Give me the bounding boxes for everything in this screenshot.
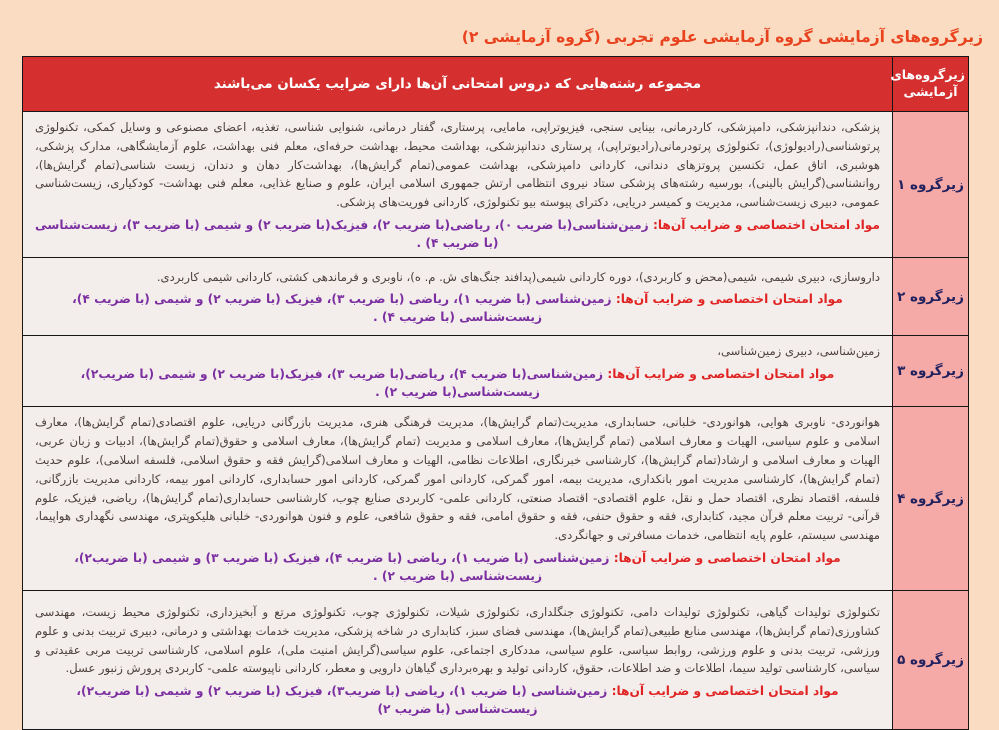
exam-label: مواد امتحان اختصاصی و ضرایب آن‌ها: [607, 367, 835, 382]
majors-column-header: مجموعه رشته‌هایی که دروس امتحانی آن‌ها دارای ضرایب یکسان می‌باشند [23, 57, 893, 112]
exam-label: مواد امتحان اختصاصی و ضرایب آن‌ها: [652, 217, 880, 232]
exam-coefficients-line [35, 366, 880, 401]
subgroup-5-label: زیرگروه ۵ [893, 591, 969, 730]
header-row [23, 57, 969, 112]
majors-list: داروسازی، دبیری شیمی، شیمی(محض و کاربردی)، دوره کاردانی شیمی(پدافند جنگ‌های ش. م. ه)، ناوبری و فرماندهی کشتی، کاردانی شیمی کاربردی. [156, 269, 880, 284]
row-subgroup-4 [23, 407, 969, 591]
subgroup-4-label: زیرگروه ۴ [893, 407, 969, 591]
subgroup-3-majors-cell [23, 336, 893, 407]
exam-subgroups-table [22, 56, 969, 730]
majors-list: پزشکی، دندانپزشکی، دامپزشکی، کاردرمانی، بینایی سنجی، فیزیوتراپی، مامایی، پرستاری، گفتار درمانی، شنوایی شناسی، تغذیه، اعضای مصنوعی و وسایل کمکی، تکنولوژی پرتوشناسی(رادیولوژی)، تکنولوژی پرتودرمانی(رادیوتراپی)، پرستاری دندانپزشکی، بهداشت محیط، بهداشت حرفه‌ای، معلم فنی بهداشت، علوم آزمایشگاهی، مدارک پزشکی، هوشبری، اتاق عمل، تکنسین پروتزهای دندانی، کاردانی دامپزشکی، بهداشت عمومی(تمام گرایش‌ها)، بهداشت‌کار دهان و دندان، زیست شناسی(تمام گرایش‌ها)، روانشناسی(گرایش بالینی)، بورسیه رشته‌های پزشکی ستاد نیروی انتظامی ارتش جمهوری اسلامی ایران، علوم و صنایع غذایی، معلم فنی بهداشت- کودکیاری، زیست‌شناسی عمومی، دبیری زیست‌شناسی، مدیریت و کمیسر دریایی، دکترای پیوسته بیو تکنولوژی، کاردانی فوریت‌های پزشکی. [35, 120, 880, 210]
exam-coefficients-line [35, 683, 880, 718]
exam-values: زمین‌شناسی (با ضریب ۱)، ریاضی (با ضریب۳)، فیزیک (با ضریب ۲) و شیمی (با ضریب۲)، زیست‌شناسی (با ضریب ۲) [76, 684, 608, 716]
subgroup-2-majors-cell [23, 258, 893, 336]
exam-label: مواد امتحان اختصاصی و ضرایب آن‌ها: [613, 550, 841, 565]
row-subgroup-2 [23, 258, 969, 336]
subgroup-5-majors-cell [23, 591, 893, 730]
subgroup-2-label: زیرگروه ۲ [893, 258, 969, 336]
row-subgroup-1 [23, 112, 969, 258]
subgroup-1-majors-cell [23, 112, 893, 258]
exam-coefficients-line [35, 550, 880, 585]
majors-list: تکنولوژی تولیدات گیاهی، تکنولوژی تولیدات دامی، تکنولوژی جنگلداری، تکنولوژی شیلات، تکنولوژی چوب، تکنولوژی مرتع و آبخیزداری، تکنولوژی محیط زیست، مهندسی کشاورزی(تمام گرایش‌ها)، مهندسی منابع طبیعی(تمام گرایش‌ها)، مهندسی فضای سبز، کتابداری در شاخه پزشکی، مدیریت خدمات بهداشتی و درمانی، دبیری تربیت بدنی و علوم ورزشی، تربیت بدنی و علوم ورزشی، روابط سیاسی، علوم سیاسی، مددکاری اجتماعی، علوم سیاسی(گرایش امنیت ملی)، علوم اسلامی، کارشناسی تربیت مربی عقیدتی و سیاسی، کارشناسی تولید سیما، اطلاعات و ضد اطلاعات، حقوق، کاردانی تولید و بهره‌برداری گیاهان دارویی و معطر، کاردانی ناپیوسته علمی- کاربردی پرورش زنبور عسل. [35, 605, 880, 676]
exam-values: زمین‌شناسی(با ضریب ۰)، ریاضی(با ضریب ۲)، فیزیک(با ضریب ۲) و شیمی (با ضریب ۳)، زیست‌شناسی (با ضریب ۴) . [35, 217, 649, 250]
exam-coefficients-line [35, 217, 880, 252]
majors-list: هوانوردی- ناوبری هوایی، هوانوردی- خلبانی، حسابداری، مدیریت(تمام گرایش‌ها)، مدیریت فرهنگی هنری، مدیریت بازرگانی دریایی، علوم اقتصادی(تمام گرایش‌ها)، معارف اسلامی و علوم سیاسی، الهیات و معارف اسلامی (تمام گرایش‌ها)، معارف اسلامی و مدیریت (تمام گرایش‌ها)، معارف اسلامی و حقوق(تمام گرایش‌ها)، ادبیات و زبان عربی، الهیات و معارف اسلامی و ارشاد(تمام گرایش‌ها)، کارشناسی خبرنگاری، اطلاعات نظامی، الهیات و معارف اسلامی(گرایش فقه و حقوق اسلامی، فلسفه اسلامی)، علوم حدیث (تمام گرایش‌ها)، کارشناسی مدیریت امور بانکداری، مدیریت بیمه، امور گمرکی، کاردانی امور گمرکی، کاردانی امور حسابداری، کاردانی امور بیمه، کاردانی مدیریت بازرگانی، فلسفه، اقتصاد نظری، اقتصاد حمل و نقل، علوم اقتصادی- اقتصاد صنعتی، کاردانی علمی- کاربردی صنایع چوب، کارشناسی حسابداری(تمام گرایش‌ها)، ریاضی، فیزیک، علوم قرآنی- تربیت معلم قرآن مجید، کتابداری، فقه و حقوق حنفی، فقه و حقوق امامی، فقه و حقوق شافعی، علوم و فنون هوانوردی- خلبانی هلیکوپتری، مهندسی نگهداری هواپیما، مهندسی سیستم، علوم پایه انتظامی، خدمات مسافرتی و جهانگردی. [35, 415, 880, 543]
majors-list: زمین‌شناسی، دبیری زمین‌شناسی، [717, 344, 880, 359]
subgroup-column-header: زیرگروه‌های آزمایشی [893, 57, 969, 112]
exam-label: مواد امتحان اختصاصی و ضرایب آن‌ها: [615, 292, 843, 307]
subgroup-3-label: زیرگروه ۳ [893, 336, 969, 407]
exam-values: زمین‌شناسی (با ضریب ۱)، ریاضی (با ضریب ۳)، فیزیک (با ضریب ۲) و شیمی (با ضریب ۴)، زیست‌شناسی (با ضریب ۴) . [72, 292, 612, 325]
row-subgroup-5 [23, 591, 969, 730]
exam-values: زمین‌شناسی (با ضریب ۱)، ریاضی (با ضریب ۴)، فیزیک (با ضریب ۳) و شیمی (با ضریب۲)، زیست‌شناسی (با ضریب ۲) . [74, 550, 610, 583]
exam-label: مواد امتحان اختصاصی و ضرایب آن‌ها: [611, 684, 839, 699]
exam-values: زمین‌شناسی(با ضریب ۴)، ریاضی(با ضریب ۳)، فیزیک(با ضریب ۲) و شیمی (با ضریب۲)، زیست‌شناسی(با ضریب ۲) . [80, 367, 604, 399]
subgroup-4-majors-cell [23, 407, 893, 591]
exam-coefficients-line [35, 291, 880, 326]
subgroup-1-label: زیرگروه ۱ [893, 112, 969, 258]
row-subgroup-3 [23, 336, 969, 407]
page-title: زیرگروه‌های آزمایشی گروه آزمایشی علوم تجربی (گروه آزمایشی ۲) [461, 28, 983, 46]
